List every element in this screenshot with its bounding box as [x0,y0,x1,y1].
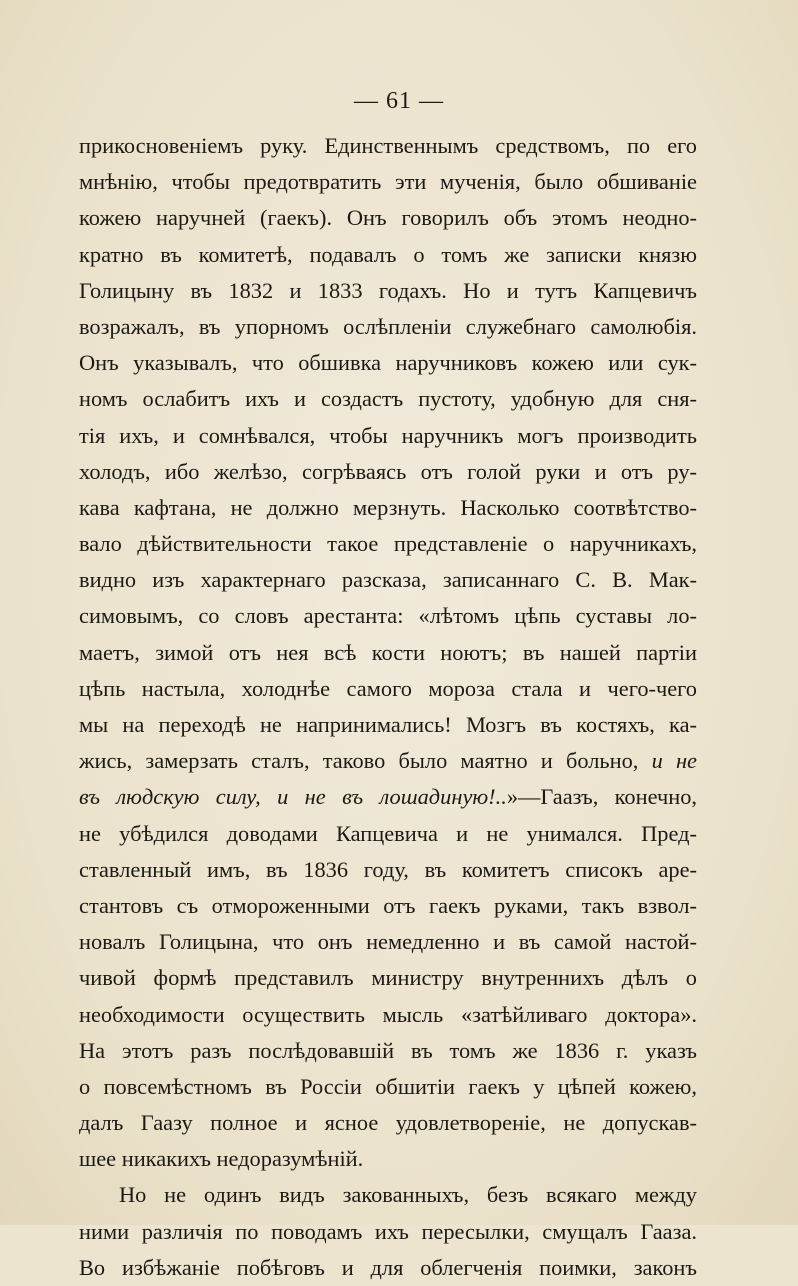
text-line: новалъ Голицына, что онъ немедленно и въ самой настой- [79,929,697,955]
text-line: На этотъ разъ послѣдовавшiй въ томъ же 1836 г. указъ [79,1037,697,1063]
text-line: холодъ, ибо желѣзо, согрѣваясь отъ голой руки и отъ ру- [79,458,697,484]
text-line: чивой формѣ представилъ министру внутреннихъ дѣлъ о [79,965,697,991]
text-line: видно изъ характернаго разсказа, записаннаго С. В. Мак- [79,567,697,593]
text-segment: »—Гаазъ, конечно, [506,784,697,810]
text-line: стантовъ съ отмороженными отъ гаекъ руками, такъ взвол- [79,892,697,918]
text-line: мы на переходѣ не напринимались! Мозгъ въ костяхъ, ка- [79,712,697,737]
text-line: кожею наручней (гаекъ). Онъ говорилъ объ этомъ неодно- [79,205,697,231]
text-line: Во избѣжанiе побѣговъ и для облегченiя поимки, законъ [79,1254,697,1280]
text-line: Но не одинъ видъ закованныхъ, безъ всякаго между [119,1182,697,1208]
text-line: необходимости осуществить мысль «затѣйливаго доктора». [79,1001,697,1027]
text-line: кава кафтана, не должно мерзнуть. Насколько соотвѣтство- [79,494,697,520]
text-line: возражалъ, въ упорномъ ослѣпленiи служебнаго самолюбiя. [79,313,697,339]
text-line: Голицыну въ 1832 и 1833 годахъ. Но и тутъ Капцевичъ [79,277,697,303]
text-line: мнѣнiю, чтобы предотвратить эти мученiя, было обшиванiе [79,169,697,195]
text-line [79,779,697,815]
text-line: цѣпь настыла, холоднѣе самого мороза стала и чего-чего [79,675,697,701]
text-line: прикосновенiемъ руку. Единственнымъ средствомъ, по его [79,133,697,158]
text-line: тiя ихъ, и сомнѣвался, чтобы наручникъ могъ производить [79,422,697,448]
page-number: — 61 — [354,88,444,114]
text-line: о повсемѣстномъ въ Россiи обшитiи гаекъ у цѣпей кожею, [79,1073,697,1099]
italic-segment: въ людскую силу, и не въ лошадиную!.. [79,784,507,810]
text-line [79,743,697,779]
text-line: шее никакихъ недоразумѣнiй. [79,1146,364,1172]
text-line: далъ Гаазу полное и ясное удовлетворенiе, не допускав- [79,1110,697,1136]
italic-segment: и не [651,748,697,774]
text-line: симовымъ, со словъ арестанта: «лѣтомъ цѣпь суставы ло- [79,603,697,629]
text-line: маетъ, зимой отъ нея всѣ кости ноютъ; въ нашей партiи [79,639,697,665]
text-line: не убѣдился доводами Капцевича и не унимался. Пред- [79,820,697,846]
text-line: Онъ указывалъ, что обшивка наручниковъ кожею или сук- [79,350,697,376]
body-text [79,128,697,1286]
text-line: ними различiя по поводамъ ихъ пересылки, смущалъ Гааза. [79,1218,697,1244]
text-line: вало дѣйствительности такое представленiе о наручникахъ, [79,531,697,557]
text-line: номъ ослабитъ ихъ и создастъ пустоту, удобную для сня- [79,386,697,412]
text-line: ставленный имъ, въ 1836 году, въ комитетъ списокъ аре- [79,856,697,882]
text-line: кратно въ комитетѣ, подавалъ о томъ же записки князю [79,241,697,267]
text-segment: жись, замерзать сталъ, таково было маятно и больно, [79,748,652,774]
